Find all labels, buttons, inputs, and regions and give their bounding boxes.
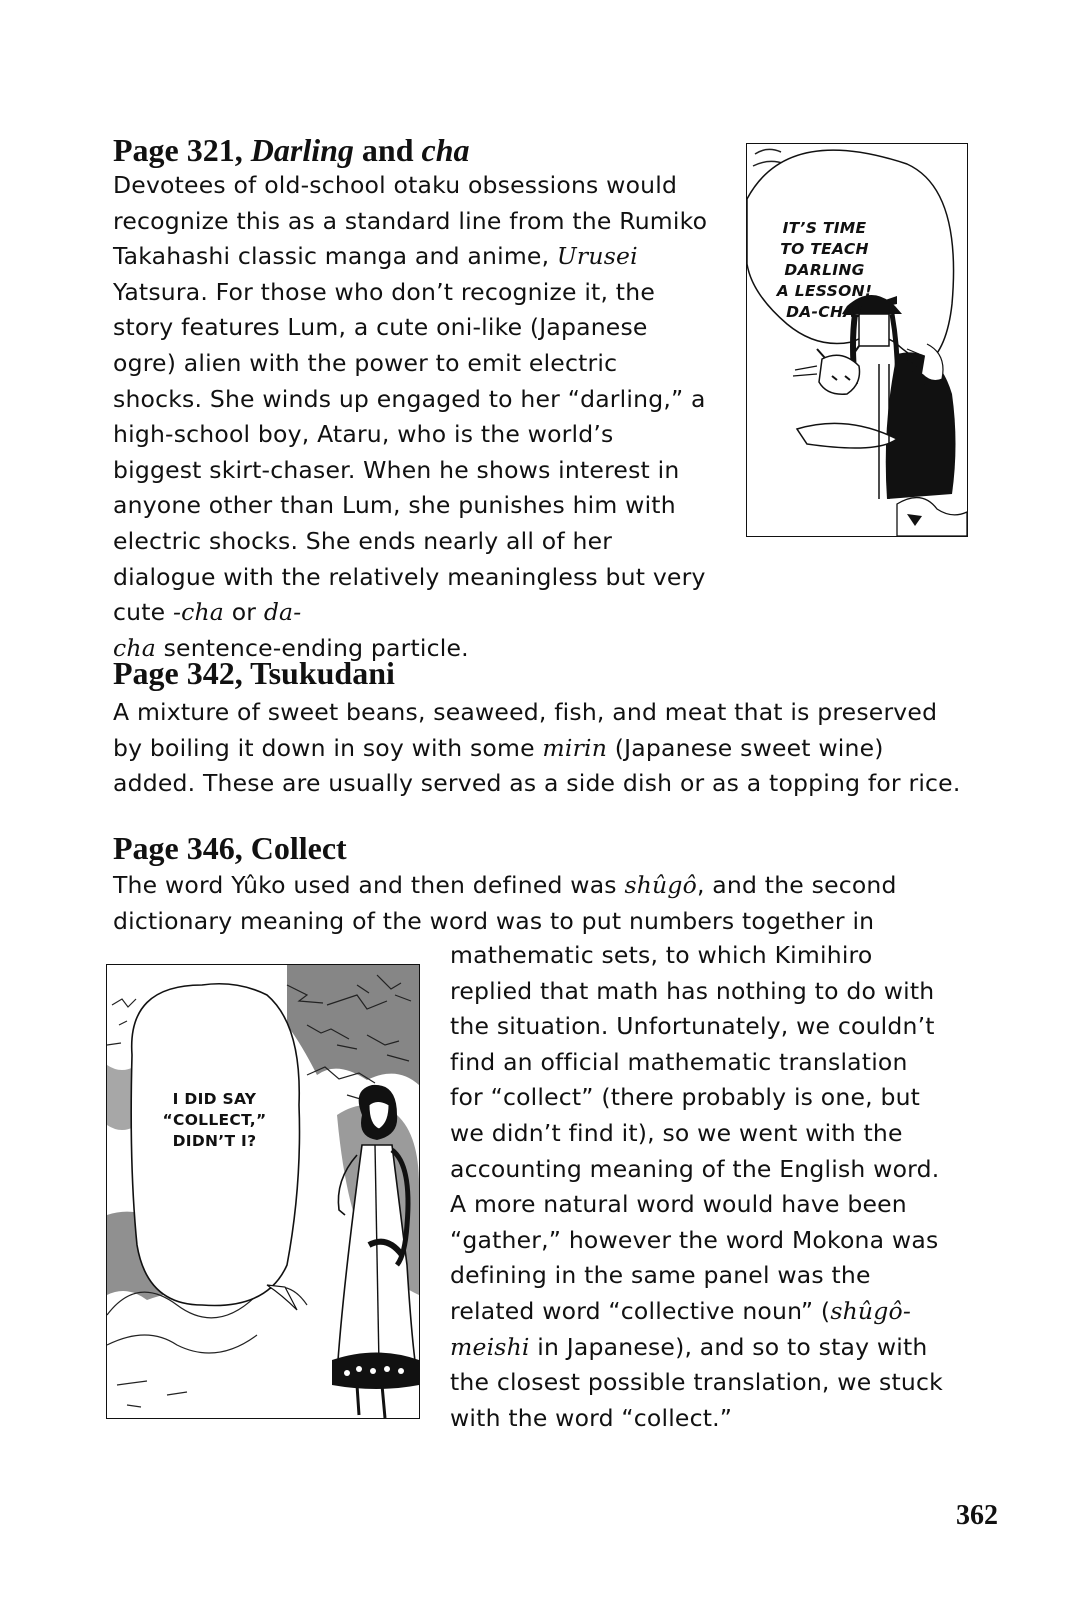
section-heading-tsukudani: Page 342, Tsukudani	[113, 655, 395, 691]
manga-panel-lum-quote	[746, 143, 968, 537]
section-heading-darling-cha: Page 321, Darling and cha	[113, 132, 470, 168]
section-body-tsukudani: A mixture of sweet beans, seaweed, fish, and meat that is preserved by boiling it down in soy with some mirin (Japanese sweet wine) added. These are usually served as a side dish or as a topping for rice.	[113, 698, 961, 798]
section-heading-collect: Page 346, Collect	[113, 830, 347, 866]
manga-panel-yuko-quote	[106, 964, 420, 1419]
section-body-collect-narrow: mathematic sets, to which Kimihiro replied that math has nothing to do with the situation. Unfortunately, we couldn’t find an official mathematic translation for “collect” (there probably is one, but we didn’t find it), so we went with the accounting meaning of the English word. A more natural word would have been “gather,” however the word Mokona was defining in the same panel was the related word “collective noun” (shûgô- meishi in Japanese), and so to stay with the closest possible translation, we stuck with the word “collect.”	[450, 941, 943, 1432]
speech-bubble-text-2: I DID SAY “COLLECT,” DIDN’T I?	[162, 1090, 267, 1150]
section-body-darling-cha: Devotees of old-school otaku obsessions would recognize this as a standard line from the Rumiko Takahashi classic manga and anime, Urusei Yatsura. For those who don’t recognize it, the story features Lum, a cute oni-like (Japanese ogre) alien with the power to emit electric shocks. She winds up engaged to her “darling,” a high-school boy, Ataru, who is the world’s biggest skirt-chaser. When he shows interest in anyone other than Lum, she punishes him with electric shocks. She ends nearly all of her dialogue with the relatively meaningless but very cute -cha or da- cha sentence-ending particle.	[113, 171, 708, 662]
manga-panel-illustration	[747, 144, 967, 536]
page-number: 362	[956, 1500, 998, 1531]
manga-panel-illustration-2	[107, 965, 419, 1418]
section-body-collect-top: The word Yûko used and then defined was shûgô, and the second dictionary meaning of the word was to put numbers together in	[113, 871, 897, 935]
speech-bubble-text: IT’S TIME TO TEACH DARLING A LESSON! DA-CHA!	[776, 219, 873, 321]
